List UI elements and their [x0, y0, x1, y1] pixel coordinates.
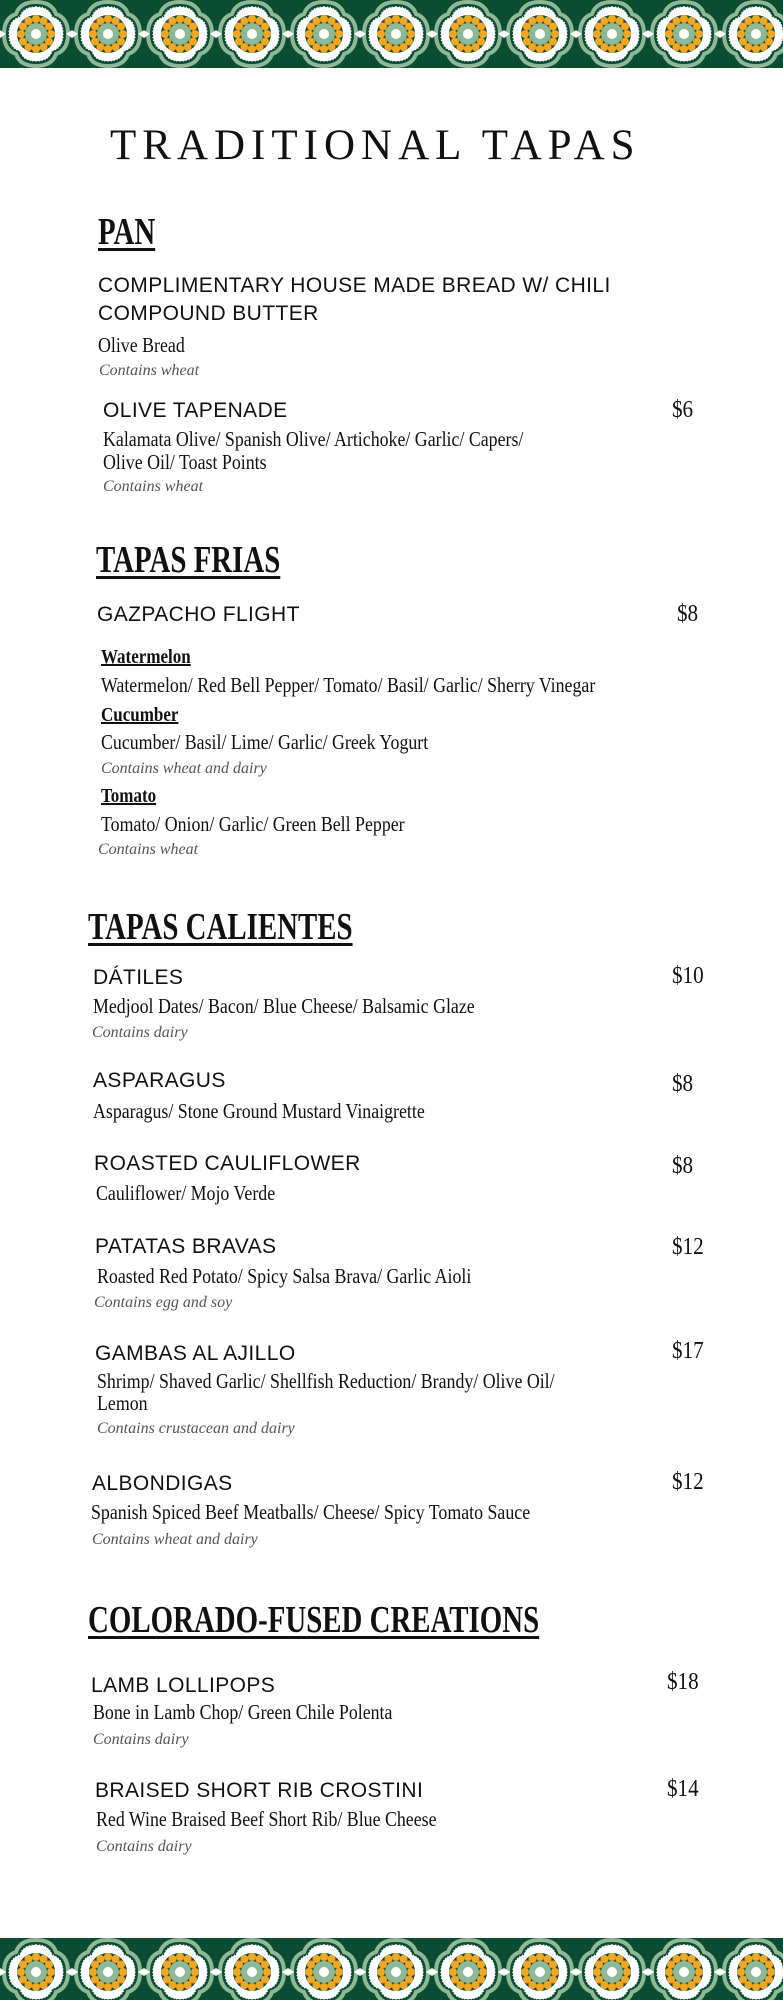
item-allergens: Contains wheat — [103, 478, 204, 495]
page-title: TRADITIONAL TAPAS — [110, 122, 641, 169]
item-allergens: Contains wheat — [99, 362, 200, 379]
item-price: $8 — [672, 1153, 694, 1179]
item-price: $10 — [672, 963, 704, 989]
item-price: $12 — [672, 1234, 704, 1260]
item-price: $8 — [672, 1071, 694, 1097]
item-allergens: Contains wheat and dairy — [92, 1531, 258, 1548]
item-description: Bone in Lamb Chop/ Green Chile Polenta — [93, 1700, 393, 1724]
item-name: GAZPACHO FLIGHT — [97, 603, 300, 626]
item-description: Cauliflower/ Mojo Verde — [96, 1181, 276, 1205]
item-name: COMPLIMENTARY HOUSE MADE BREAD W/ CHILI — [98, 274, 611, 297]
item-name: LAMB LOLLIPOPS — [91, 1674, 276, 1697]
item-description: Red Wine Braised Beef Short Rib/ Blue Cheese — [96, 1807, 437, 1831]
item-name: BRAISED SHORT RIB CROSTINI — [95, 1779, 424, 1802]
item-description: Medjool Dates/ Bacon/ Blue Cheese/ Balsamic Glaze — [93, 994, 475, 1018]
variety-name: Cucumber — [101, 704, 179, 726]
item-price: $18 — [667, 1669, 699, 1695]
item-allergens: Contains egg and soy — [94, 1294, 233, 1311]
section-heading-pan: PAN — [98, 211, 156, 253]
item-description-continued: Lemon — [97, 1391, 148, 1415]
item-price: $14 — [667, 1776, 699, 1802]
item-name: DÁTILES — [93, 966, 184, 989]
item-price: $6 — [672, 397, 694, 423]
item-allergens: Contains dairy — [92, 1024, 188, 1041]
item-description: Kalamata Olive/ Spanish Olive/ Artichoke/ Garlic/ Capers/ — [103, 427, 524, 451]
item-allergens: Contains dairy — [93, 1731, 189, 1748]
variety-allergens: Contains wheat and dairy — [101, 760, 267, 777]
section-heading-tapas-frias: TAPAS FRIAS — [96, 539, 281, 581]
item-name: ROASTED CAULIFLOWER — [94, 1152, 361, 1175]
item-name: ALBONDIGAS — [92, 1472, 233, 1495]
item-description: Shrimp/ Shaved Garlic/ Shellfish Reduction/ Brandy/ Olive Oil/ — [97, 1369, 555, 1393]
section-heading-colorado-fused-creations: COLORADO-FUSED CREATIONS — [88, 1599, 540, 1641]
tile-border-top — [0, 0, 783, 68]
item-description: Roasted Red Potato/ Spicy Salsa Brava/ Garlic Aioli — [97, 1264, 472, 1288]
item-description: Spanish Spiced Beef Meatballs/ Cheese/ Spicy Tomato Sauce — [91, 1500, 531, 1524]
section-heading-tapas-calientes: TAPAS CALIENTES — [88, 906, 353, 948]
item-name: GAMBAS AL AJILLO — [95, 1342, 296, 1365]
item-price: $8 — [677, 601, 699, 627]
item-name: OLIVE TAPENADE — [103, 399, 288, 422]
item-price: $12 — [672, 1469, 704, 1495]
item-allergens: Contains crustacean and dairy — [97, 1420, 295, 1437]
item-description: Olive Bread — [98, 333, 185, 357]
variety-description: Cucumber/ Basil/ Lime/ Garlic/ Greek Yogurt — [101, 730, 429, 754]
item-price: $17 — [672, 1338, 704, 1364]
variety-allergens: Contains wheat — [98, 841, 199, 858]
variety-description: Tomato/ Onion/ Garlic/ Green Bell Pepper — [101, 812, 405, 836]
item-name-continued: COMPOUND BUTTER — [98, 302, 319, 325]
item-allergens: Contains dairy — [96, 1838, 192, 1855]
variety-name: Watermelon — [101, 646, 191, 668]
item-name: PATATAS BRAVAS — [95, 1235, 277, 1258]
item-description-continued: Olive Oil/ Toast Points — [103, 450, 267, 474]
item-name: ASPARAGUS — [93, 1069, 226, 1092]
variety-description: Watermelon/ Red Bell Pepper/ Tomato/ Basil/ Garlic/ Sherry Vinegar — [101, 673, 596, 697]
tile-border-bottom — [0, 1938, 783, 2000]
item-description: Asparagus/ Stone Ground Mustard Vinaigrette — [93, 1099, 425, 1123]
variety-name: Tomato — [101, 785, 157, 807]
